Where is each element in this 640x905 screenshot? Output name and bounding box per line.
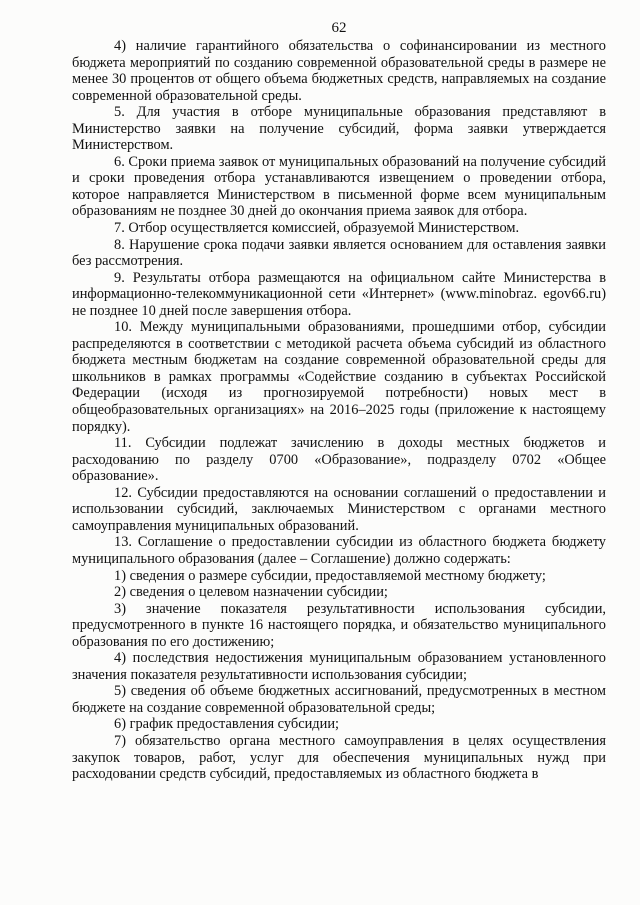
list-item-1: 1) сведения о размере субсидии, предоставляемой местному бюджету; bbox=[114, 567, 546, 584]
paragraph-5: 5. Для участия в отборе муниципальные образования представляют в Министерство заявки на получение субсидий, форма заявки утверждается Министерством. bbox=[72, 104, 606, 154]
paragraph-9: 9. Результаты отбора размещаются на официальном сайте Министерства в информационно-телекоммуникационной сети «Интернет» (www.minobraz. egov66.ru) не позднее 10 дней после завершения отбора. bbox=[72, 269, 606, 319]
document-body bbox=[72, 38, 606, 783]
paragraph-7: 7. Отбор осуществляется комиссией, образуемой Министерством. bbox=[114, 220, 520, 237]
list-item-6: 6) график предоставления субсидии; bbox=[114, 716, 340, 733]
paragraph-item-4: 4) наличие гарантийного обязательства о софинансировании из местного бюджета мероприятий по созданию современной образовательной среды в размере не менее 30 процентов от общего объема бюджетных средств, направляемых на создание современной образовательной среды. bbox=[72, 38, 606, 104]
paragraph-8: 8. Нарушение срока подачи заявки является основанием для оставления заявки без рассмотрения. bbox=[72, 236, 606, 270]
list-item-4: 4) последствия недостижения муниципальным образованием установленного значения показателя результативности использования субсидии; bbox=[72, 650, 606, 683]
paragraph-10: 10. Между муниципальными образованиями, прошедшими отбор, субсидии распределяются в соответствии с методикой расчета объема субсидий из областного бюджета местным бюджетам на создание современной образовательной среды для школьников в рамках программы «Содействие созданию в субъектах Российской Федерации (исходя из прогнозируемой потребности) новых мест в общеобразовательных организациях» на 2016–2025 годы (приложение к настоящему порядку). bbox=[72, 319, 606, 435]
paragraph-13: 13. Соглашение о предоставлении субсидии из областного бюджета бюджету муниципального образования (далее – Соглашение) должно содержать: bbox=[72, 534, 606, 567]
list-item-7: 7) обязательство органа местного самоуправления в целях осуществления закупок товаров, работ, услуг для обеспечения муниципальных нужд при расходовании средств субсидий, предоставляемых из областного бюджета в bbox=[72, 732, 606, 783]
paragraph-12: 12. Субсидии предоставляются на основании соглашений о предоставлении и использовании субсидий, заключаемых Министерством с органами местного самоуправления муниципальных образований. bbox=[72, 484, 606, 534]
list-item-3: 3) значение показателя результативности использования субсидии, предусмотренного в пункте 16 настоящего порядка, и обязательство муниципального образования по его достижению; bbox=[72, 600, 606, 650]
paragraph-11: 11. Субсидии подлежат зачислению в доходы местных бюджетов и расходованию по разделу 0700 «Образование», подразделу 0702 «Общее образование». bbox=[72, 435, 606, 485]
paragraph-6: 6. Сроки приема заявок от муниципальных образований на получение субсидий и сроки проведения отбора устанавливаются извещением о проведении отбора, которое направляется Министерством в письменной форме всем муниципальным образованиям не позднее 30 дней до окончания приема заявок для отбора. bbox=[72, 153, 606, 220]
list-item-2: 2) сведения о целевом назначении субсидии; bbox=[114, 584, 388, 601]
page-number: 62 bbox=[331, 20, 347, 36]
list-item-5: 5) сведения об объеме бюджетных ассигнований, предусмотренных в местном бюджете на создание современной образовательной среды; bbox=[72, 683, 606, 716]
